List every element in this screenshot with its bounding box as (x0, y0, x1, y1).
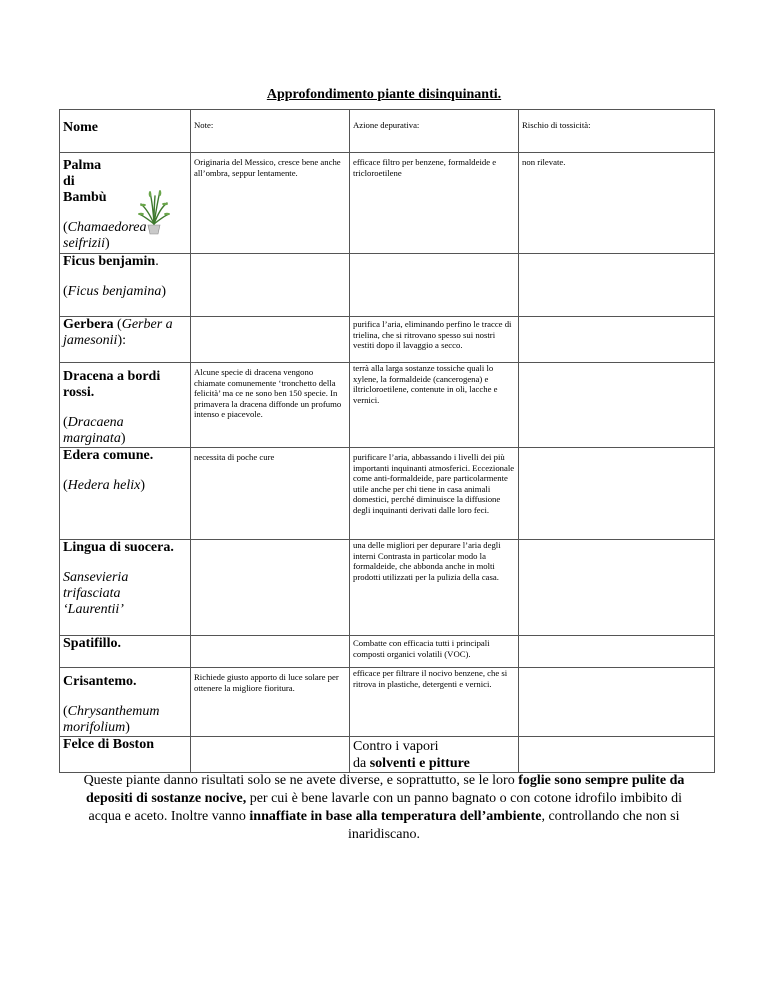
cell-palma-note: Originaria del Messico, cresce bene anche all’ombra, seppur lentamente. (191, 153, 350, 254)
cell-palma-action: efficace filtro per benzene, formaldeide e tricloroetilene (350, 153, 519, 254)
cell-crisantemo-action: efficace per filtrare il nocivo benzene, che si ritrova in plastiche, detergenti e vernici. (350, 668, 519, 737)
cell-dracena-name: Dracena a bordi rossi. (Dracaena marginata) (60, 363, 191, 448)
cell-edera-note: necessita di poche cure (191, 448, 350, 540)
cell-felce-action: Contro i vapori da solventi e pitture (350, 737, 519, 773)
edera-name: Edera comune. (63, 448, 154, 463)
cell-spatifillo-note (191, 636, 350, 668)
cell-gerbera-action: purifica l’aria, eliminando perfino le tracce di trielina, che si ritrovano spesso sui nostri vestiti dopo il lavaggio a secco. (350, 317, 519, 363)
cell-lingua-risk (519, 540, 715, 636)
gerbera-name: Gerbera (63, 317, 114, 332)
lingua-name: Lingua di suocera. (63, 540, 174, 555)
cell-lingua-name (60, 540, 191, 636)
cell-edera-name: Edera comune. (Hedera helix) (60, 448, 191, 540)
cell-ficus-risk (519, 254, 715, 317)
footer-bold-2: innaffiate in base alla temperatura dell’ambiente (249, 809, 542, 824)
table-row-crisantemo (60, 668, 715, 737)
palma-name-3: Bambù (63, 190, 107, 205)
edera-latin: Hedera helix (67, 478, 141, 493)
cell-felce-name (60, 737, 191, 773)
cell-lingua-note (191, 540, 350, 636)
ficus-latin: Ficus benjamina (67, 284, 162, 299)
cell-lingua-action: una delle migliori per depurare l’aria degli interni Contrasta in particolar modo la formaldeide, che abbonda anche in molti prodotti utilizzati per la pulizia della casa. (350, 540, 519, 636)
header-risk: Rischio di tossicità: (519, 110, 715, 153)
cell-spatifillo-name (60, 636, 191, 668)
cell-palma-risk: non rilevate. (519, 153, 715, 254)
table-row-spatifillo (60, 636, 715, 668)
header-name: Nome (60, 110, 191, 153)
document-title: Approfondimento piante disinquinanti. (266, 87, 502, 102)
cell-crisantemo-note: Richiede giusto apporto di luce solare per ottenere la migliore fioritura. (191, 668, 350, 737)
cell-dracena-note: Alcune specie di dracena vengono chiamate comunemente ‘tronchetto della felicità’ ma ce ne sono ben 150 specie. In primavera la dracena diffonde un profumo intenso e piacevole. (191, 363, 350, 448)
cell-crisantemo-name: Crisantemo. (Chrysanthemum morifolium) (60, 668, 191, 737)
cell-edera-risk (519, 448, 715, 540)
footer-paragraph: Queste piante danno risultati solo se ne avete diverse, e soprattutto, se le loro foglie sono sempre pulite da depositi di sostanze nocive, per cui è bene lavarle con un panno bagnato o con cotone idrofilo imbibito di acqua e aceto. Inoltre vanno innaffiate in base alla temperatura dell’ambiente, controllando che non si inaridiscano. (83, 773, 685, 842)
cell-gerbera-name: Gerbera (Gerber a jamesonii): (60, 317, 191, 363)
table-row-edera (60, 448, 715, 540)
crisantemo-latin: Chrysanthemum morifolium (63, 704, 160, 735)
header-note: Note: (191, 110, 350, 153)
felce-action-2: solventi e pitture (369, 756, 470, 771)
table-row-gerbera (60, 317, 715, 363)
table-row-felce (60, 737, 715, 773)
spatifillo-name: Spatifillo. (63, 636, 121, 651)
crisantemo-name: Crisantemo. (63, 674, 137, 689)
table-row-dracena (60, 363, 715, 448)
cell-spatifillo-risk (519, 636, 715, 668)
felce-action-1: Contro i vapori (353, 739, 439, 754)
cell-dracena-risk (519, 363, 715, 448)
cell-felce-risk (519, 737, 715, 773)
cell-ficus-name: Ficus benjamin. (Ficus benjamina) (60, 254, 191, 317)
plants-table (59, 109, 715, 773)
palm-plant-image (138, 186, 170, 236)
palma-name-2: di (63, 174, 75, 189)
cell-edera-action: purificare l’aria, abbassando i livelli dei più importanti inquinanti atmosferici. Eccezionale come anti-formaldeide, pare particolarmente utile anche per chi tiene in casa animali domestici, perché diminuisce la diffusione degli inquinanti derivati dalle loro feci. (350, 448, 519, 540)
cell-palma-name: Palma di Bambù (Chamaedorea seifrizii) (60, 153, 191, 254)
table-header-row (60, 110, 715, 153)
palma-name-1: Palma (63, 158, 102, 173)
lingua-latin-2: ‘Laurentii’ (63, 602, 124, 617)
cell-ficus-note (191, 254, 350, 317)
cell-felce-note (191, 737, 350, 773)
table-row-palma (60, 153, 715, 254)
cell-ficus-action (350, 254, 519, 317)
header-action: Azione depurativa: (350, 110, 519, 153)
dracena-name: Dracena a bordi rossi. (63, 369, 161, 400)
palma-latin: Chamaedorea seifrizii (63, 220, 147, 251)
cell-crisantemo-risk (519, 668, 715, 737)
footer-bold-1: foglie sono sempre pulite da depositi di sostanze nocive, (85, 773, 685, 806)
ficus-name: Ficus benjamin (63, 254, 156, 269)
table-row-ficus (60, 254, 715, 317)
gerbera-latin: Gerber a jamesonii (63, 317, 173, 348)
lingua-latin-1: Sansevieria trifasciata (63, 570, 129, 601)
cell-dracena-action: terrà alla larga sostanze tossiche quali lo xylene, la formaldeide (cancerogena) e iltricloroetilene, contenute in oli, lacche e vernici. (350, 363, 519, 448)
felce-name: Felce di Boston (63, 737, 154, 752)
dracena-latin: Dracaena marginata (63, 415, 124, 446)
cell-spatifillo-action: Combatte con efficacia tutti i principali composti organici volatili (VOC). (350, 636, 519, 668)
table-row-lingua (60, 540, 715, 636)
cell-gerbera-risk (519, 317, 715, 363)
cell-gerbera-note (191, 317, 350, 363)
